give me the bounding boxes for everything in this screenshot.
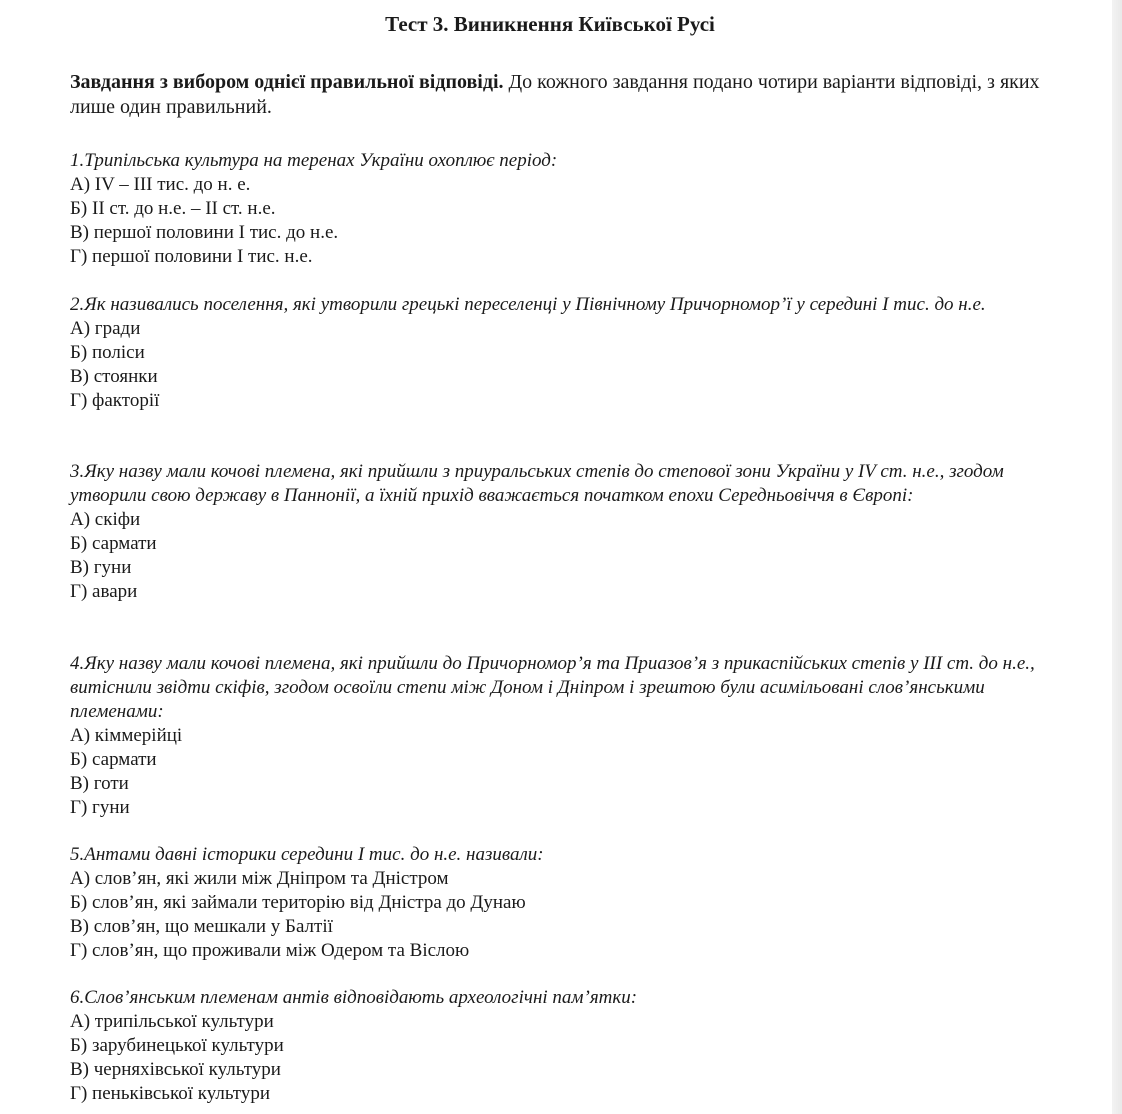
answer-option: В) стоянки [70,366,158,387]
answer-option: Г) факторії [70,390,160,411]
question-3 [70,460,1045,604]
page-title: Тест 3. Виникнення Київської Русі [385,12,715,36]
answer-option: Г) авари [70,581,138,602]
answer-option: А) гради [70,318,141,339]
question-1 [70,149,1045,269]
answer-option: Г) пеньківської культури [70,1083,271,1104]
answer-option: А) IV – III тис. до н. е. [70,174,251,195]
answer-option: Б) II ст. до н.е. – II ст. н.е. [70,198,276,219]
answer-option: А) слов’ян, які жили між Дніпром та Дністром [70,868,449,889]
question-text: 6.Слов’янським племенам антів відповідають археологічні пам’ятки: [70,987,638,1008]
question-2 [70,293,1045,413]
answer-option: Г) гуни [70,797,130,818]
answer-option: Г) слов’ян, що проживали між Одером та Віслою [70,940,470,961]
answer-option: В) слов’ян, що мешкали у Балтії [70,916,333,937]
instructions [70,70,1045,120]
answer-option: Б) слов’ян, які займали територію від Дністра до Дунаю [70,892,526,913]
question-5 [70,843,1045,963]
answer-option: В) черняхівської культури [70,1059,281,1080]
answer-option: В) гуни [70,557,132,578]
answer-option: В) першої половини I тис. до н.е. [70,222,339,243]
question-text: 1.Трипільська культура на теренах України охоплює період: [70,150,558,171]
answer-option: А) трипільської культури [70,1011,274,1032]
instructions-bold: Завдання з вибором однієї правильної відповіді. [70,71,504,93]
answer-option: В) готи [70,773,129,794]
question-4 [70,652,1045,820]
question-text: 2.Як називались поселення, які утворили грецькі переселенці у Північному Причорномор’ї у середині I тис. до н.е. [70,294,986,315]
question-6 [70,986,1045,1106]
question-text: 3.Яку назву мали кочові племена, які прийшли з приуральських степів до степової зони України у IV ст. н.е., згодом утворили свою державу в Паннонії, а їхній прихід вважається початком епохи Середньовіччя в Європі: [70,461,1004,506]
answer-option: Б) поліси [70,342,145,363]
answer-option: А) кіммерійці [70,725,183,746]
question-text: 5.Антами давні історики середини I тис. до н.е. називали: [70,844,544,865]
answer-option: Б) зарубинецької культури [70,1035,284,1056]
answer-option: Б) сармати [70,749,157,770]
question-text: 4.Яку назву мали кочові племена, які прийшли до Причорномор’я та Приазов’я з прикаспійських степів у III ст. до н.е., витіснили звідти скіфів, згодом освоїли степи між Доном і Дніпром і зрештою були асимільовані слов’янськими племенами: [70,653,1035,722]
page-edge-shadow [1112,0,1122,1114]
answer-option: Б) сармати [70,533,157,554]
answer-option: А) скіфи [70,509,141,530]
answer-option: Г) першої половини I тис. н.е. [70,246,313,267]
instructions-text: До кожного завдання подано чотири варіанти відповіді, з яких лише один правильний. [70,71,1040,118]
